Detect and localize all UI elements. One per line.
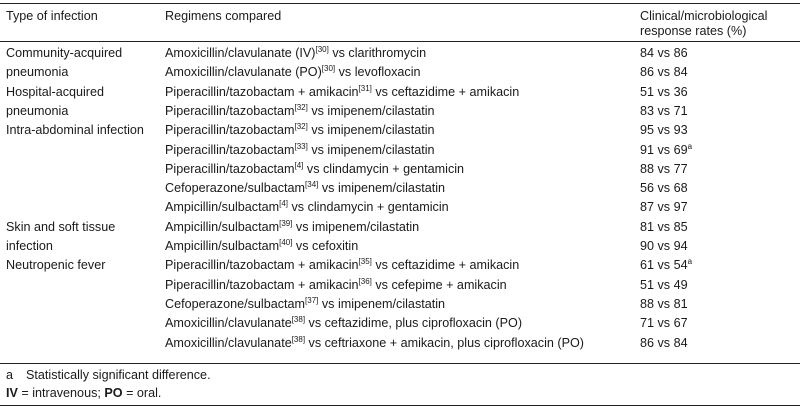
regimen-text: vs imipenem/cilastatin	[307, 103, 435, 118]
reference-superscript: [37]	[305, 295, 319, 305]
footnote-a	[6, 367, 211, 383]
table-row	[0, 44, 800, 63]
reference-superscript: [4]	[294, 160, 304, 170]
regimen-cell	[165, 141, 435, 160]
infection-type-cell: pneumonia	[6, 65, 69, 80]
table-row	[0, 160, 800, 179]
response-rate-value: 84 vs 86	[640, 46, 688, 60]
infection-type-cell: Hospital-acquired	[6, 84, 105, 99]
response-rate-value: 86 vs 84	[640, 65, 688, 80]
regimen-cell	[165, 121, 435, 140]
infection-type-cell: pneumonia	[6, 103, 69, 118]
regimen-cell	[165, 44, 426, 63]
response-rate-cell	[640, 256, 692, 275]
regimen-text: Ampicillin/sulbactam	[165, 219, 280, 234]
regimen-text: Amoxicillin/clavulanate (IV)	[165, 46, 316, 60]
significance-marker: a	[687, 257, 693, 267]
regimen-cell	[165, 314, 522, 333]
header-response-line1: Clinical/microbiological	[640, 9, 768, 23]
table-row	[0, 237, 800, 256]
infection-type-cell: Intra-abdominal infection	[6, 123, 144, 138]
reference-superscript: [30]	[315, 45, 329, 54]
header-rule	[0, 41, 800, 42]
regimen-text: Piperacillin/tazobactam	[165, 161, 295, 176]
response-rate-value: 90 vs 94	[640, 239, 688, 253]
response-rate-cell	[640, 141, 692, 160]
reference-superscript: [36]	[358, 276, 372, 286]
infection-type-cell: Community-acquired	[6, 46, 123, 60]
regimen-text: Piperacillin/tazobactam	[165, 142, 295, 157]
regimen-cell	[165, 63, 421, 82]
table-row	[0, 314, 800, 333]
regimen-text: vs imipenem/cilastatin	[292, 219, 420, 234]
regimen-cell	[165, 198, 449, 217]
response-rate-cell	[640, 63, 688, 82]
regimen-text: vs clindamycin + gentamicin	[303, 161, 465, 176]
response-rate-value: 51 vs 49	[640, 277, 688, 292]
reference-superscript: [40]	[279, 238, 293, 247]
regimen-cell	[165, 102, 435, 121]
response-rate-value: 56 vs 68	[640, 181, 688, 196]
response-rate-value: 86 vs 84	[640, 335, 688, 350]
header-infection: Type of infection	[6, 9, 98, 23]
response-rate-cell	[640, 160, 688, 179]
regimen-text: vs imipenem/cilastatin	[307, 123, 435, 138]
regimen-text: Amoxicillin/clavulanate	[165, 316, 292, 331]
reference-superscript: [38]	[291, 315, 306, 325]
reference-superscript: [39]	[279, 218, 293, 228]
table-row	[0, 141, 800, 160]
response-rate-value: 51 vs 36	[640, 84, 688, 99]
regimen-text: Piperacillin/tazobactam	[165, 103, 295, 118]
response-rate-value: 95 vs 93	[640, 123, 688, 138]
regimen-cell	[165, 276, 507, 295]
regimen-text: vs imipenem/cilastatin	[318, 296, 446, 311]
regimen-text: Piperacillin/tazobactam + amikacin	[165, 84, 359, 99]
response-rate-cell	[640, 198, 688, 217]
top-rule	[0, 3, 800, 4]
regimen-cell	[165, 179, 445, 198]
significance-marker: a	[687, 141, 693, 151]
response-rate-cell	[640, 179, 688, 198]
regimen-text: vs imipenem/cilastatin	[318, 181, 446, 196]
reference-superscript: [35]	[358, 257, 372, 267]
table-row	[0, 179, 800, 198]
reference-superscript: [38]	[291, 334, 306, 344]
footnote-a-text: Statistically significant difference.	[26, 368, 211, 382]
response-rate-value: 91 vs 69	[640, 142, 688, 157]
table-row	[0, 83, 800, 102]
response-rate-cell	[640, 102, 688, 121]
regimen-text: vs levofloxacin	[335, 65, 421, 80]
response-rate-cell	[640, 314, 688, 333]
table-row	[0, 102, 800, 121]
regimen-text: vs imipenem/cilastatin	[307, 142, 435, 157]
table-row	[0, 198, 800, 217]
infection-type-cell: Neutropenic fever	[6, 258, 106, 273]
response-rate-cell	[640, 237, 688, 256]
regimen-cell	[165, 256, 519, 275]
response-rate-value: 71 vs 67	[640, 316, 688, 331]
reference-superscript: [4]	[279, 199, 288, 209]
regimen-text: vs ceftriaxone + amikacin, plus ciprofloxacin (PO)	[305, 335, 584, 350]
abbrev-po-text: = oral.	[122, 386, 162, 400]
response-rate-value: 87 vs 97	[640, 200, 688, 215]
reference-superscript: [32]	[294, 122, 308, 132]
regimen-text: vs ceftazidime, plus ciprofloxacin (PO)	[305, 316, 523, 331]
regimen-text: Amoxicillin/clavulanate	[165, 335, 292, 350]
header-response-line2: response rates (%)	[640, 24, 747, 38]
table-row	[0, 295, 800, 314]
footnote-a-mark: a	[6, 368, 14, 382]
regimen-text: vs ceftazidime + amikacin	[371, 84, 520, 99]
infection-type-cell: infection	[6, 239, 53, 253]
reference-superscript: [32]	[294, 102, 308, 112]
regimen-text: Ampicillin/sulbactam	[165, 239, 280, 253]
regimen-text: Piperacillin/tazobactam + amikacin	[165, 277, 359, 292]
abbrev-iv: IV	[6, 386, 18, 400]
regimen-text: Piperacillin/tazobactam	[165, 123, 295, 138]
response-rate-value: 61 vs 54	[640, 258, 688, 273]
reference-superscript: [31]	[358, 83, 372, 93]
response-rate-cell	[640, 276, 688, 295]
response-rate-cell	[640, 295, 688, 314]
regimen-cell	[165, 237, 358, 256]
header-regimens: Regimens compared	[165, 9, 282, 23]
table-row	[0, 63, 800, 82]
regimen-cell	[165, 160, 464, 179]
regimen-text: vs ceftazidime + amikacin	[371, 258, 520, 273]
header-response	[640, 9, 767, 39]
response-rate-cell	[640, 83, 688, 102]
reference-superscript: [33]	[294, 141, 308, 151]
final-rule	[0, 405, 800, 406]
response-rate-value: 81 vs 85	[640, 219, 688, 234]
response-rate-cell	[640, 334, 688, 353]
response-rate-cell	[640, 218, 688, 237]
table-row	[0, 218, 800, 237]
response-rate-value: 88 vs 77	[640, 161, 688, 176]
response-rate-value: 88 vs 81	[640, 296, 688, 311]
regimen-cell	[165, 218, 419, 237]
abbrev-iv-text: = intravenous;	[17, 386, 105, 400]
regimen-text: vs clarithromycin	[328, 46, 427, 60]
reference-superscript: [30]	[321, 64, 336, 74]
response-rate-cell	[640, 121, 688, 140]
table-row	[0, 276, 800, 295]
regimen-text: Piperacillin/tazobactam + amikacin	[165, 258, 359, 273]
response-rate-value: 83 vs 71	[640, 103, 688, 118]
regimen-text: vs cefepime + amikacin	[371, 277, 507, 292]
regimen-text: Amoxicillin/clavulanate (PO)	[165, 65, 322, 80]
infection-type-cell: Skin and soft tissue	[6, 219, 116, 234]
regimen-cell	[165, 295, 445, 314]
abbrev-po: PO	[104, 386, 123, 400]
regimen-text: vs clindamycin + gentamicin	[288, 200, 449, 215]
footnote-abbreviations	[6, 385, 161, 401]
bottom-rule	[0, 363, 800, 364]
regimen-cell	[165, 83, 519, 102]
regimen-cell	[165, 334, 584, 353]
regimen-text: Ampicillin/sulbactam	[165, 200, 280, 215]
regimen-text: Cefoperazone/sulbactam	[165, 181, 306, 196]
reference-superscript: [34]	[305, 180, 319, 190]
regimen-text: vs cefoxitin	[292, 239, 359, 253]
response-rate-cell	[640, 44, 688, 63]
table-row	[0, 334, 800, 353]
regimen-text: Cefoperazone/sulbactam	[165, 296, 306, 311]
table-row	[0, 121, 800, 140]
table-row	[0, 256, 800, 275]
